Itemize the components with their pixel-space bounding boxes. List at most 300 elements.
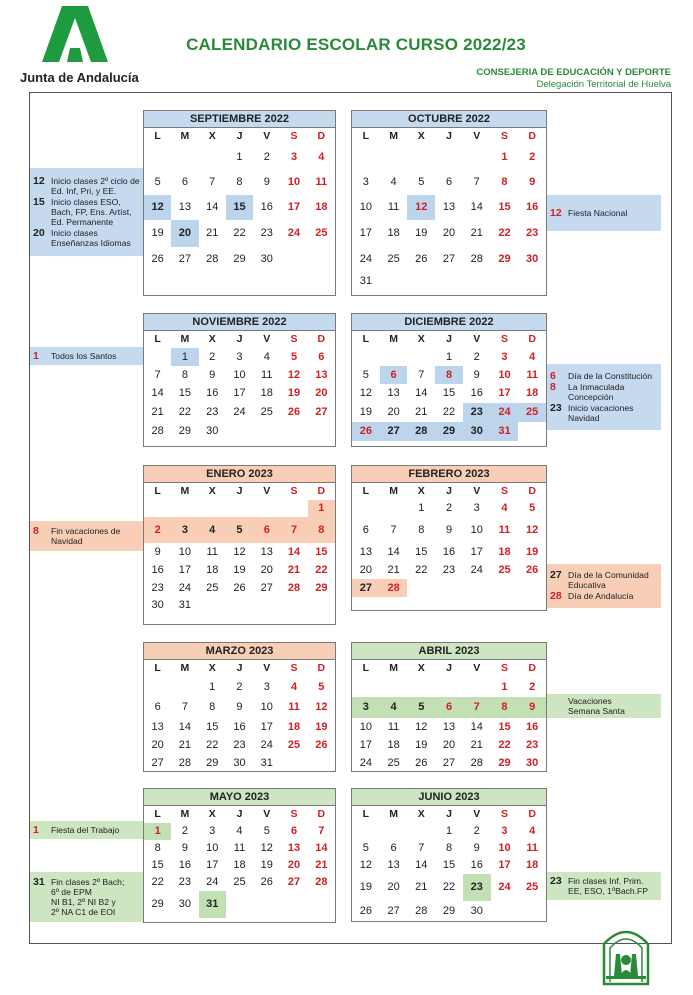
day-cell: 25 bbox=[206, 581, 219, 594]
empty-cell bbox=[253, 422, 280, 441]
note-mayo-1 bbox=[30, 821, 143, 839]
week-row bbox=[352, 697, 546, 718]
day-cell: 5 bbox=[418, 176, 425, 188]
month-title: ENERO 2023 bbox=[144, 466, 335, 483]
note-line: Fin clases Inf. Prim. bbox=[568, 875, 644, 886]
day-header: V bbox=[263, 808, 271, 820]
empty-cell bbox=[380, 823, 408, 840]
note-octubre bbox=[547, 195, 661, 231]
day-header: D bbox=[528, 333, 536, 345]
junta-logo bbox=[10, 6, 150, 86]
day-cell: 7 bbox=[463, 697, 491, 718]
day-cell: 31 bbox=[491, 422, 519, 441]
day-cell: 24 bbox=[491, 403, 519, 422]
month-title: NOVIEMBRE 2022 bbox=[144, 314, 335, 331]
month-noviembre bbox=[143, 313, 336, 447]
empty-cell bbox=[280, 247, 307, 272]
day-cell: 5 bbox=[362, 842, 369, 854]
day-cell: 31 bbox=[260, 756, 273, 769]
day-cell: 26 bbox=[315, 738, 328, 751]
day-cell: 7 bbox=[280, 517, 307, 543]
day-header: L bbox=[362, 485, 370, 497]
week-row bbox=[144, 366, 335, 384]
day-cell: 13 bbox=[442, 720, 456, 733]
day-cell: 4 bbox=[390, 176, 397, 188]
month-mayo bbox=[143, 788, 336, 923]
day-header: L bbox=[154, 662, 161, 674]
day-cell: 29 bbox=[233, 253, 246, 265]
week-row bbox=[144, 874, 335, 891]
week-row bbox=[352, 384, 546, 403]
day-header: X bbox=[208, 485, 216, 497]
day-cell: 3 bbox=[352, 697, 380, 718]
day-cell: 8 bbox=[501, 176, 508, 188]
note-day: 23 bbox=[550, 874, 562, 887]
day-cell: 27 bbox=[151, 756, 164, 769]
day-cell: 19 bbox=[415, 227, 428, 239]
day-cell: 18 bbox=[260, 387, 273, 399]
day-header: L bbox=[362, 808, 370, 820]
day-cell: 29 bbox=[498, 253, 511, 265]
day-cell: 6 bbox=[362, 523, 369, 536]
empty-cell bbox=[144, 500, 171, 517]
week-row bbox=[352, 718, 546, 736]
day-cell: 24 bbox=[233, 406, 246, 418]
day-cell: 9 bbox=[209, 368, 216, 381]
month-title: FEBRERO 2023 bbox=[352, 466, 546, 483]
empty-cell bbox=[435, 579, 463, 597]
week-row bbox=[352, 517, 546, 543]
day-cell: 9 bbox=[154, 545, 161, 558]
note-item bbox=[33, 228, 140, 248]
week-row bbox=[352, 272, 546, 290]
empty-cell bbox=[144, 145, 171, 170]
note-text bbox=[568, 696, 658, 716]
day-cell: 7 bbox=[473, 176, 480, 188]
empty-cell bbox=[380, 677, 408, 697]
note-day: 6 bbox=[550, 369, 556, 382]
day-header: L bbox=[154, 485, 161, 497]
day-cell: 12 bbox=[233, 545, 246, 558]
day-cell: 15 bbox=[178, 387, 192, 399]
note-text bbox=[568, 570, 658, 590]
week-row bbox=[144, 422, 335, 441]
week-row bbox=[144, 891, 335, 918]
empty-cell bbox=[380, 500, 408, 517]
day-cell: 25 bbox=[526, 881, 539, 893]
note-line: Fin clases 2º Bach; bbox=[51, 876, 125, 887]
day-cell: 27 bbox=[387, 905, 400, 917]
empty-cell bbox=[407, 145, 435, 170]
day-cell: 13 bbox=[178, 201, 192, 213]
day-header: L bbox=[154, 130, 161, 142]
day-cell: 1 bbox=[501, 151, 508, 163]
day-cell: 21 bbox=[415, 406, 428, 418]
note-line: Día de la Comunidad bbox=[568, 570, 649, 580]
week-row bbox=[352, 170, 546, 195]
day-cell: 7 bbox=[418, 842, 425, 854]
day-cell: 10 bbox=[206, 842, 219, 854]
day-cell: 15 bbox=[498, 201, 511, 213]
week-row bbox=[144, 579, 335, 597]
day-header: M bbox=[389, 662, 398, 674]
month-title: OCTUBRE 2022 bbox=[352, 111, 546, 128]
org-line-2: Delegación Territorial de Huelva bbox=[536, 79, 671, 90]
empty-cell bbox=[308, 891, 335, 918]
day-cell: 8 bbox=[491, 697, 519, 718]
day-header: X bbox=[208, 333, 216, 345]
day-cell: 25 bbox=[387, 253, 400, 265]
day-cell: 26 bbox=[287, 406, 301, 418]
day-header: S bbox=[290, 333, 298, 345]
day-cell: 10 bbox=[233, 368, 246, 381]
day-cell: 16 bbox=[470, 387, 483, 399]
day-header: J bbox=[446, 485, 452, 497]
day-cell: 20 bbox=[151, 738, 164, 751]
day-header: M bbox=[389, 130, 398, 142]
day-cell: 28 bbox=[178, 756, 192, 769]
day-cell: 10 bbox=[470, 523, 483, 536]
week-row bbox=[144, 718, 335, 736]
day-cell: 11 bbox=[206, 545, 218, 558]
empty-cell bbox=[463, 145, 491, 170]
day-cell: 22 bbox=[415, 563, 428, 576]
empty-cell bbox=[463, 579, 491, 597]
note-item bbox=[33, 197, 140, 227]
day-header: V bbox=[473, 333, 481, 345]
day-cell: 5 bbox=[263, 825, 270, 837]
day-cell: 22 bbox=[178, 406, 192, 418]
day-header: V bbox=[263, 333, 271, 345]
note-day: 8 bbox=[550, 380, 556, 393]
day-header: X bbox=[208, 130, 216, 142]
empty-cell bbox=[407, 348, 435, 366]
note-day: 12 bbox=[33, 174, 45, 187]
day-cell: 8 bbox=[236, 176, 243, 188]
day-header: V bbox=[473, 485, 481, 497]
day-cell: 27 bbox=[178, 253, 192, 265]
day-header: S bbox=[290, 485, 298, 497]
day-header: M bbox=[389, 485, 398, 497]
day-cell: 8 bbox=[308, 517, 335, 543]
note-day: 20 bbox=[33, 226, 45, 239]
day-cell: 19 bbox=[260, 859, 273, 871]
note-line: Fin vacaciones de bbox=[51, 525, 121, 536]
day-cell: 5 bbox=[407, 697, 435, 718]
empty-cell bbox=[253, 891, 280, 918]
day-cell: 1 bbox=[418, 502, 425, 514]
day-cell: 27 bbox=[380, 422, 408, 441]
day-cell: 29 bbox=[498, 756, 511, 769]
note-line: Inicio clases bbox=[51, 227, 98, 238]
day-cell: 30 bbox=[178, 898, 192, 910]
logo-text: Junta de Andalucía bbox=[20, 70, 139, 85]
day-cell: 25 bbox=[387, 756, 400, 769]
day-cell: 21 bbox=[206, 227, 219, 239]
week-row bbox=[144, 170, 335, 195]
empty-cell bbox=[435, 677, 463, 697]
empty-cell bbox=[308, 422, 335, 441]
note-line: Educativa bbox=[568, 580, 606, 590]
month-title: ABRIL 2023 bbox=[352, 643, 546, 660]
day-cell: 27 bbox=[287, 876, 301, 888]
empty-cell bbox=[199, 597, 226, 614]
week-row bbox=[352, 857, 546, 874]
day-cell: 24 bbox=[359, 253, 372, 265]
empty-cell bbox=[518, 422, 546, 441]
note-line: Concepción bbox=[568, 391, 614, 402]
day-cell: 13 bbox=[359, 545, 372, 558]
day-cell: 3 bbox=[362, 176, 369, 188]
day-cell: 18 bbox=[387, 227, 400, 239]
note-item bbox=[33, 877, 140, 917]
note-line: Ed. Permanente bbox=[51, 216, 114, 227]
day-cell: 2 bbox=[529, 151, 536, 163]
day-cell: 17 bbox=[359, 227, 372, 239]
day-cell: 14 bbox=[470, 720, 483, 733]
day-cell: 6 bbox=[253, 517, 280, 543]
day-cell: 24 bbox=[470, 563, 483, 576]
week-row bbox=[352, 579, 546, 597]
day-header: J bbox=[236, 808, 243, 820]
note-abril bbox=[547, 694, 661, 718]
day-cell: 25 bbox=[233, 876, 246, 888]
day-cell: 1 bbox=[209, 680, 216, 693]
day-cell: 13 bbox=[151, 720, 164, 733]
day-cell: 17 bbox=[287, 201, 301, 213]
day-cell: 15 bbox=[415, 545, 428, 558]
week-row bbox=[144, 857, 335, 874]
day-header: J bbox=[446, 130, 452, 142]
week-row bbox=[144, 823, 335, 840]
day-cell: 26 bbox=[260, 876, 273, 888]
day-header: M bbox=[180, 808, 190, 820]
note-text bbox=[51, 197, 140, 227]
day-cell: 23 bbox=[463, 403, 491, 422]
week-row bbox=[144, 195, 335, 220]
day-cell: 24 bbox=[260, 738, 273, 751]
empty-cell bbox=[253, 918, 280, 939]
day-header: J bbox=[446, 662, 452, 674]
day-cell: 6 bbox=[380, 366, 408, 384]
day-cell: 5 bbox=[226, 517, 253, 543]
day-header: D bbox=[317, 485, 326, 497]
day-cell: 18 bbox=[498, 545, 511, 558]
day-cell: 15 bbox=[226, 195, 253, 220]
day-header: M bbox=[180, 485, 190, 497]
day-cell: 4 bbox=[380, 697, 408, 718]
empty-cell bbox=[518, 901, 546, 922]
day-cell: 10 bbox=[178, 545, 192, 558]
day-header: V bbox=[263, 130, 271, 142]
day-cell: 19 bbox=[415, 738, 428, 751]
week-row bbox=[352, 677, 546, 697]
day-header: S bbox=[500, 333, 508, 345]
month-enero bbox=[143, 465, 336, 625]
day-cell: 21 bbox=[287, 563, 301, 576]
empty-cell bbox=[199, 918, 226, 939]
day-cell: 3 bbox=[501, 350, 508, 363]
day-cell: 20 bbox=[387, 881, 400, 893]
day-header: S bbox=[290, 130, 298, 142]
day-cell: 14 bbox=[287, 545, 301, 558]
day-cell: 3 bbox=[473, 502, 480, 514]
day-cell: 6 bbox=[154, 701, 161, 713]
empty-cell bbox=[308, 754, 335, 772]
empty-cell bbox=[380, 348, 408, 366]
day-cell: 11 bbox=[233, 842, 246, 854]
day-header: V bbox=[263, 485, 271, 497]
day-cell: 30 bbox=[526, 756, 539, 769]
note-item bbox=[33, 526, 140, 546]
day-cell: 6 bbox=[181, 176, 188, 188]
day-cell: 23 bbox=[233, 738, 246, 751]
note-item bbox=[33, 351, 140, 361]
month-febrero bbox=[351, 465, 547, 611]
empty-cell bbox=[407, 823, 435, 840]
note-item bbox=[33, 176, 140, 196]
day-cell: 21 bbox=[315, 859, 328, 871]
week-row bbox=[352, 901, 546, 922]
day-header: D bbox=[317, 662, 326, 674]
day-cell: 10 bbox=[359, 201, 372, 213]
day-cell: 12 bbox=[407, 195, 435, 220]
week-row bbox=[144, 561, 335, 579]
day-cell: 21 bbox=[178, 738, 192, 751]
note-junio bbox=[547, 872, 661, 900]
note-line: Inicio clases ESO, bbox=[51, 196, 121, 207]
day-cell: 3 bbox=[501, 825, 508, 837]
day-cell: 1 bbox=[501, 680, 508, 693]
week-row bbox=[352, 754, 546, 772]
day-header: L bbox=[362, 662, 370, 674]
note-text bbox=[51, 526, 140, 546]
day-cell: 19 bbox=[315, 720, 328, 733]
day-cell: 20 bbox=[442, 738, 456, 751]
day-cell: 18 bbox=[315, 201, 328, 213]
note-line: Inicio vacaciones bbox=[568, 402, 634, 413]
day-cell: 3 bbox=[290, 151, 298, 163]
day-cell: 12 bbox=[315, 701, 328, 713]
day-header: J bbox=[236, 662, 243, 674]
empty-cell bbox=[463, 272, 491, 290]
day-cell: 21 bbox=[470, 738, 483, 751]
day-cell: 11 bbox=[498, 523, 511, 536]
week-row bbox=[144, 918, 335, 939]
day-header: V bbox=[473, 662, 481, 674]
day-cell: 26 bbox=[151, 253, 164, 265]
empty-cell bbox=[463, 677, 491, 697]
day-header: X bbox=[417, 808, 425, 820]
week-row bbox=[144, 840, 335, 857]
day-cell: 7 bbox=[181, 701, 188, 713]
day-cell: 1 bbox=[171, 348, 198, 366]
day-cell: 12 bbox=[359, 387, 372, 399]
week-row bbox=[144, 403, 335, 422]
day-header: D bbox=[317, 130, 326, 142]
day-cell: 17 bbox=[260, 720, 273, 733]
day-cell: 17 bbox=[359, 738, 372, 751]
day-cell: 4 bbox=[501, 502, 508, 514]
day-cell: 17 bbox=[498, 859, 511, 871]
month-octubre bbox=[351, 110, 547, 296]
week-row bbox=[144, 677, 335, 697]
note-line: La Inmaculada bbox=[568, 381, 625, 392]
day-cell: 11 bbox=[288, 701, 300, 713]
day-cell: 22 bbox=[498, 227, 511, 239]
week-row bbox=[144, 754, 335, 772]
day-cell: 6 bbox=[445, 176, 453, 188]
empty-cell bbox=[491, 272, 519, 290]
day-header: J bbox=[446, 808, 452, 820]
day-header: J bbox=[236, 333, 243, 345]
week-row bbox=[352, 543, 546, 561]
day-cell: 8 bbox=[418, 523, 425, 536]
note-line: Navidad bbox=[51, 535, 83, 546]
day-header: M bbox=[389, 333, 398, 345]
week-row bbox=[144, 517, 335, 543]
day-cell: 22 bbox=[498, 738, 511, 751]
note-text bbox=[51, 176, 140, 196]
note-text bbox=[568, 403, 658, 423]
day-cell: 3 bbox=[263, 680, 270, 693]
day-cell: 2 bbox=[473, 825, 480, 837]
note-item bbox=[550, 876, 658, 896]
week-row bbox=[352, 403, 546, 422]
day-cell: 2 bbox=[181, 825, 188, 837]
day-cell: 15 bbox=[151, 859, 164, 871]
day-cell: 25 bbox=[315, 227, 328, 239]
day-cell: 30 bbox=[260, 253, 273, 265]
day-cell: 18 bbox=[233, 859, 246, 871]
day-cell: 19 bbox=[359, 881, 372, 893]
month-marzo bbox=[143, 642, 336, 772]
day-cell: 4 bbox=[529, 350, 536, 363]
day-cell: 15 bbox=[442, 859, 456, 871]
empty-cell bbox=[491, 579, 519, 597]
day-header: M bbox=[389, 808, 398, 820]
day-header: L bbox=[154, 333, 161, 345]
day-cell: 19 bbox=[233, 563, 246, 576]
day-cell: 21 bbox=[387, 563, 400, 576]
empty-cell bbox=[253, 500, 280, 517]
day-cell: 22 bbox=[442, 406, 456, 418]
day-cell: 27 bbox=[442, 756, 456, 769]
day-cell: 28 bbox=[206, 253, 219, 265]
day-cell: 14 bbox=[415, 387, 428, 399]
day-header: V bbox=[263, 662, 271, 674]
day-cell: 20 bbox=[287, 859, 301, 871]
day-cell: 10 bbox=[498, 842, 511, 854]
note-item bbox=[33, 825, 140, 835]
week-row bbox=[352, 874, 546, 901]
note-line: Fiesta Nacional bbox=[568, 207, 628, 218]
note-line: Navidad bbox=[568, 412, 600, 423]
month-title: MAYO 2023 bbox=[144, 789, 335, 806]
day-cell: 9 bbox=[529, 176, 536, 188]
day-cell: 25 bbox=[498, 563, 511, 576]
day-cell: 17 bbox=[233, 387, 246, 399]
day-cell: 27 bbox=[315, 406, 328, 418]
week-row bbox=[144, 543, 335, 561]
note-item bbox=[550, 591, 658, 601]
day-header: S bbox=[290, 662, 298, 674]
note-text bbox=[568, 382, 658, 402]
empty-cell bbox=[308, 597, 335, 614]
day-cell: 6 bbox=[318, 350, 325, 363]
note-item bbox=[550, 570, 658, 590]
day-cell: 11 bbox=[526, 368, 538, 381]
